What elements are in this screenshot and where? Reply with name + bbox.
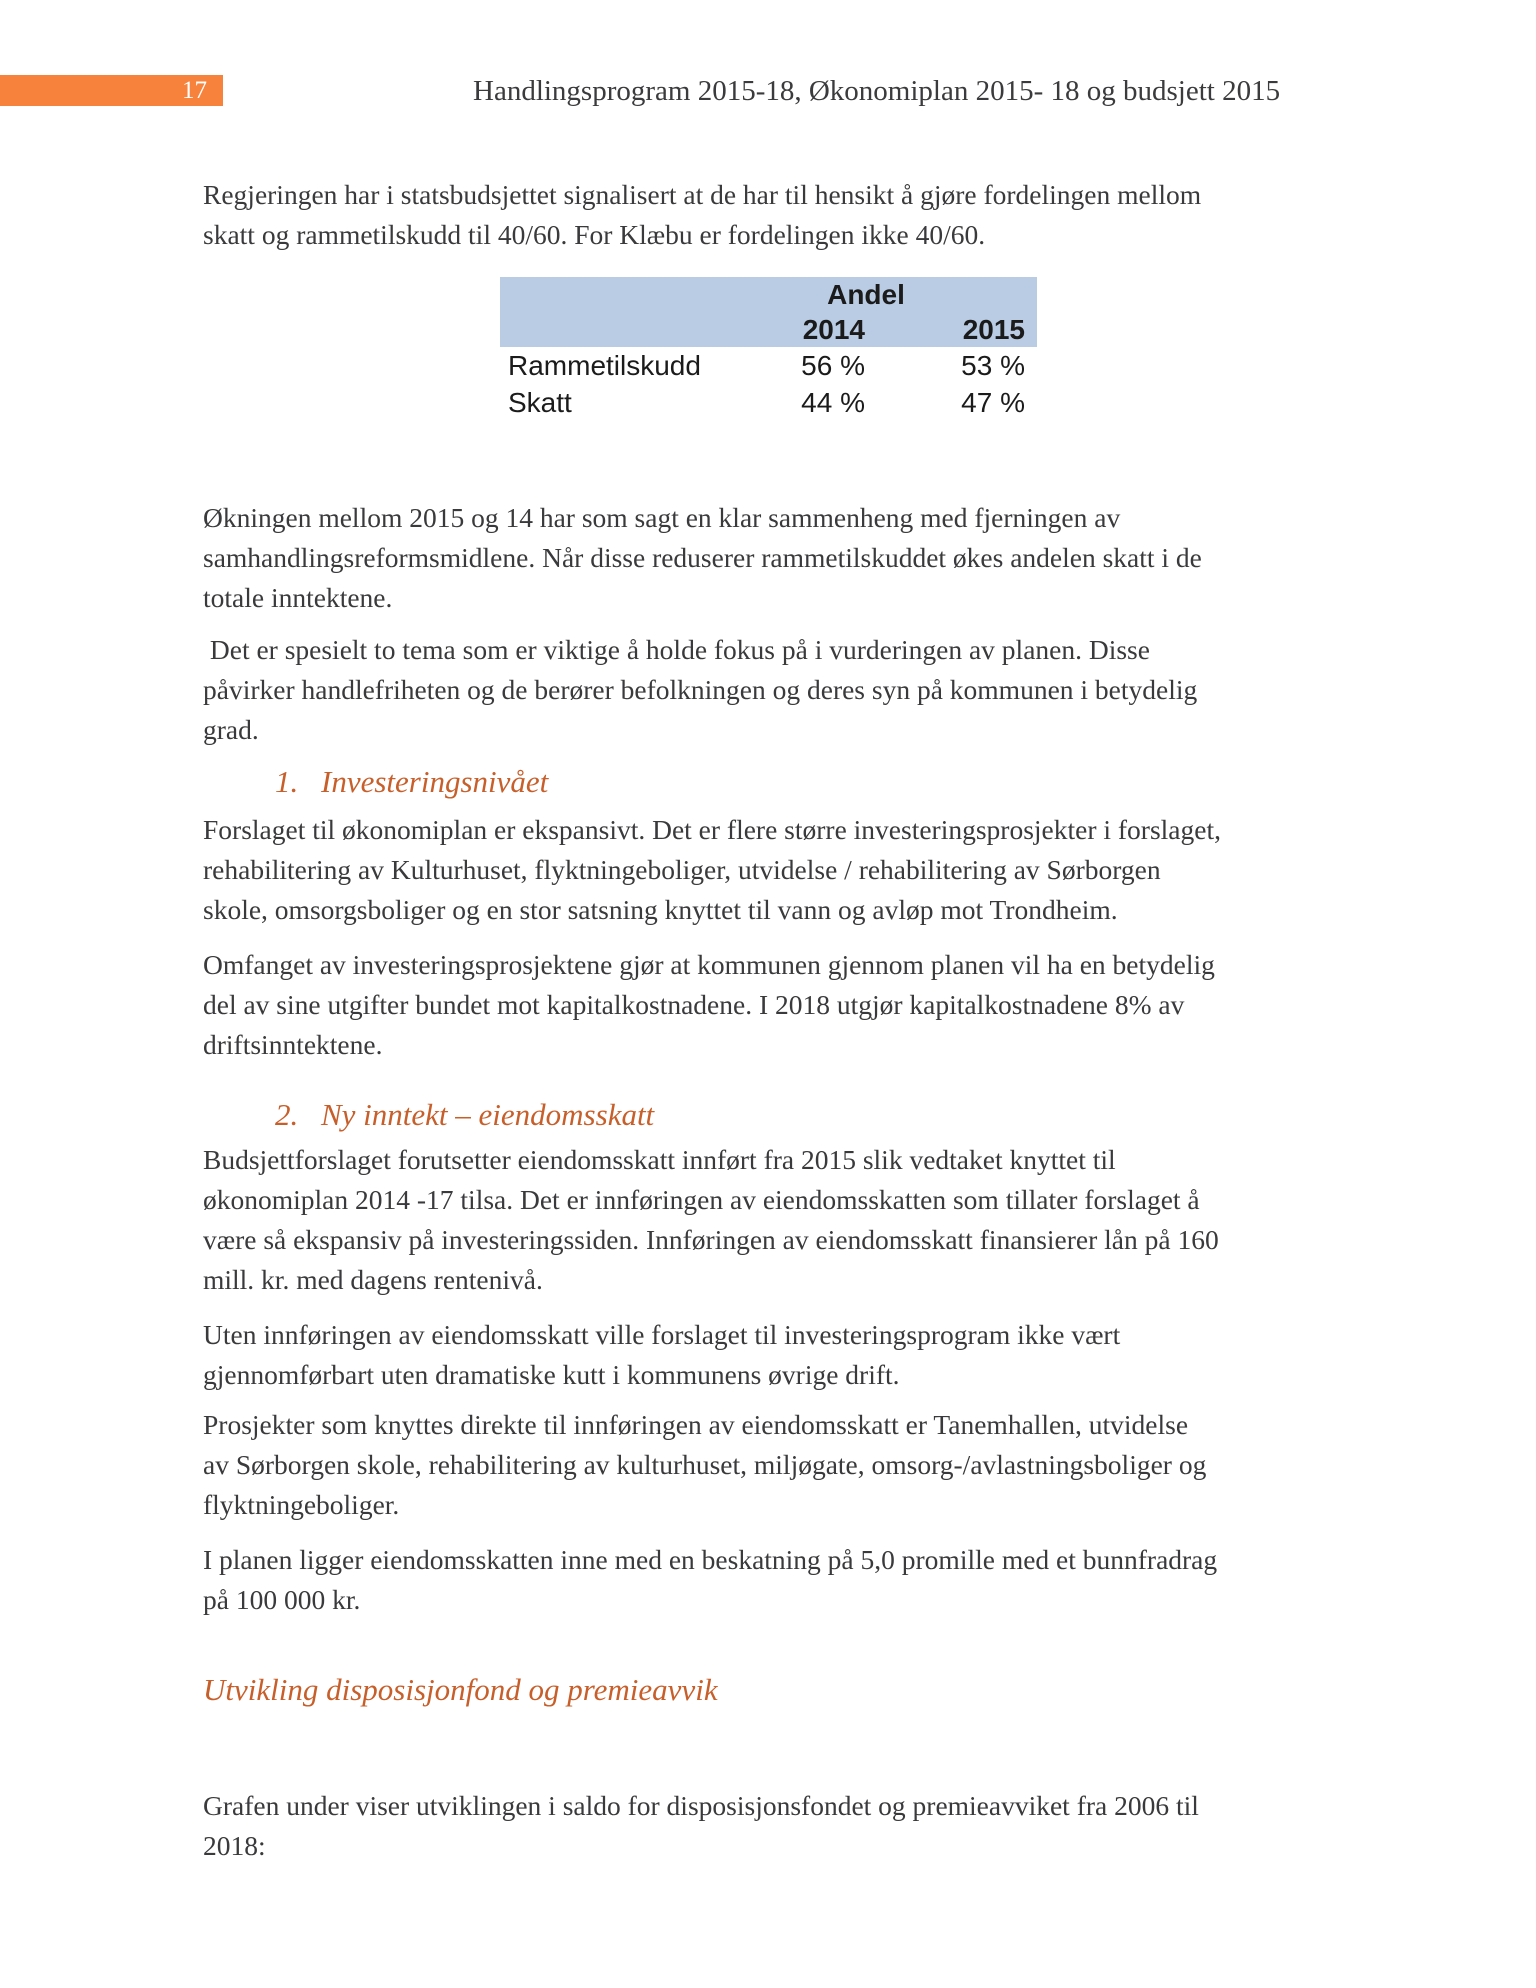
- table-empty-header-cell: [500, 277, 745, 312]
- text-line: skatt og rammetilskudd til 40/60. For Klæbu er fordelingen ikke 40/60.: [203, 219, 986, 250]
- text-line: Regjeringen har i statsbudsjettet signalisert at de har til hensikt å gjøre fordelingen mellom: [203, 179, 1202, 210]
- paragraph-forslaget: [203, 810, 1221, 930]
- heading-number: 1.: [275, 764, 299, 799]
- heading-number: 2.: [275, 1097, 299, 1132]
- text-line: samhandlingsreformsmidlene. Når disse reduserer rammetilskuddet økes andelen skatt i de: [203, 542, 1202, 573]
- table-row-label: Rammetilskudd: [500, 347, 745, 384]
- table-cell-value: 56 %: [745, 347, 905, 384]
- paragraph-omfanget: [203, 945, 1215, 1065]
- table-year-header-2015: 2015: [905, 312, 1037, 347]
- text-line: 2018:: [203, 1830, 266, 1861]
- andel-table: [500, 277, 1037, 421]
- text-line: påvirker handlefriheten og de berører befolkningen og deres syn på kommunen i betydelig: [203, 674, 1198, 705]
- paragraph-grafen-under: [203, 1786, 1199, 1866]
- text-line: driftsinntektene.: [203, 1029, 383, 1060]
- text-line: grad.: [203, 714, 259, 745]
- text-line: gjennomførbart uten dramatiske kutt i kommunens øvrige drift.: [203, 1359, 900, 1390]
- text-line: økonomiplan 2014 -17 tilsa. Det er innføringen av eiendomsskatten som tillater forslaget å: [203, 1184, 1200, 1215]
- text-line: rehabilitering av Kulturhuset, flyktningeboliger, utvidelse / rehabilitering av Sørborgen: [203, 854, 1161, 885]
- text-line: I planen ligger eiendomsskatten inne med en beskatning på 5,0 promille med et bunnfradrag: [203, 1544, 1218, 1575]
- header-title: Handlingsprogram 2015-18, Økonomiplan 2015- 18 og budsjett 2015: [473, 75, 1281, 107]
- heading-investeringsnivaet: [275, 761, 548, 803]
- text-line: totale inntektene.: [203, 582, 393, 613]
- table-cell-value: 53 %: [905, 347, 1037, 384]
- paragraph-okningen: [203, 498, 1202, 618]
- heading-text: Ny inntekt – eiendomsskatt: [321, 1097, 655, 1132]
- paragraph-prosjekter: [203, 1405, 1206, 1525]
- text-line: flyktningeboliger.: [203, 1489, 400, 1520]
- paragraph-regjeringen: [203, 175, 1201, 255]
- table-row-label: Skatt: [500, 384, 745, 421]
- text-line: mill. kr. med dagens rentenivå.: [203, 1264, 543, 1295]
- text-line: Det er spesielt to tema som er viktige å holde fokus på i vurderingen av planen. Disse: [203, 634, 1150, 665]
- table-cell-value: 47 %: [905, 384, 1037, 421]
- table-cell-value: 44 %: [745, 384, 905, 421]
- paragraph-budsjettforslaget: [203, 1140, 1219, 1300]
- paragraph-i-planen: [203, 1540, 1217, 1620]
- text-line: på 100 000 kr.: [203, 1584, 361, 1615]
- text-line: Uten innføringen av eiendomsskatt ville forslaget til investeringsprogram ikke vært: [203, 1319, 1121, 1350]
- paragraph-uten-innforingen: [203, 1315, 1120, 1395]
- text-line: av Sørborgen skole, rehabilitering av kulturhuset, miljøgate, omsorg-/avlastningsboliger og: [203, 1449, 1207, 1480]
- heading-utvikling-disposisjonfond: Utvikling disposisjonfond og premieavvik: [203, 1672, 718, 1707]
- table-empty-header-cell: [500, 312, 745, 347]
- paragraph-det-er-spesielt: [203, 630, 1197, 750]
- table-group-header: Andel: [745, 277, 1037, 312]
- text-line: Prosjekter som knyttes direkte til innføringen av eiendomsskatt er Tanemhallen, utvidelse: [203, 1409, 1189, 1440]
- text-line: Grafen under viser utviklingen i saldo for disposisjonsfondet og premieavviket fra 2006 til: [203, 1790, 1199, 1821]
- text-line: del av sine utgifter bundet mot kapitalkostnadene. I 2018 utgjør kapitalkostnadene 8% av: [203, 989, 1185, 1020]
- page-number-badge: [0, 75, 223, 106]
- text-line: Budsjettforslaget forutsetter eiendomsskatt innført fra 2015 slik vedtaket knyttet til: [203, 1144, 1116, 1175]
- text-line: Omfanget av investeringsprosjektene gjør at kommunen gjennom planen vil ha en betydelig: [203, 949, 1215, 980]
- text-line: være så ekspansiv på investeringssiden. Innføringen av eiendomsskatt finansierer lån på 160: [203, 1224, 1219, 1255]
- heading-ny-inntekt: [275, 1094, 654, 1136]
- page-number: 17: [182, 77, 207, 104]
- table-year-header-2014: 2014: [745, 312, 905, 347]
- heading-text: Investeringsnivået: [321, 764, 549, 799]
- text-line: Økningen mellom 2015 og 14 har som sagt en klar sammenheng med fjerningen av: [203, 502, 1121, 533]
- text-line: skole, omsorgsboliger og en stor satsning knyttet til vann og avløp mot Trondheim.: [203, 894, 1118, 925]
- text-line: Forslaget til økonomiplan er ekspansivt. Det er flere større investeringsprosjekter i forslaget,: [203, 814, 1221, 845]
